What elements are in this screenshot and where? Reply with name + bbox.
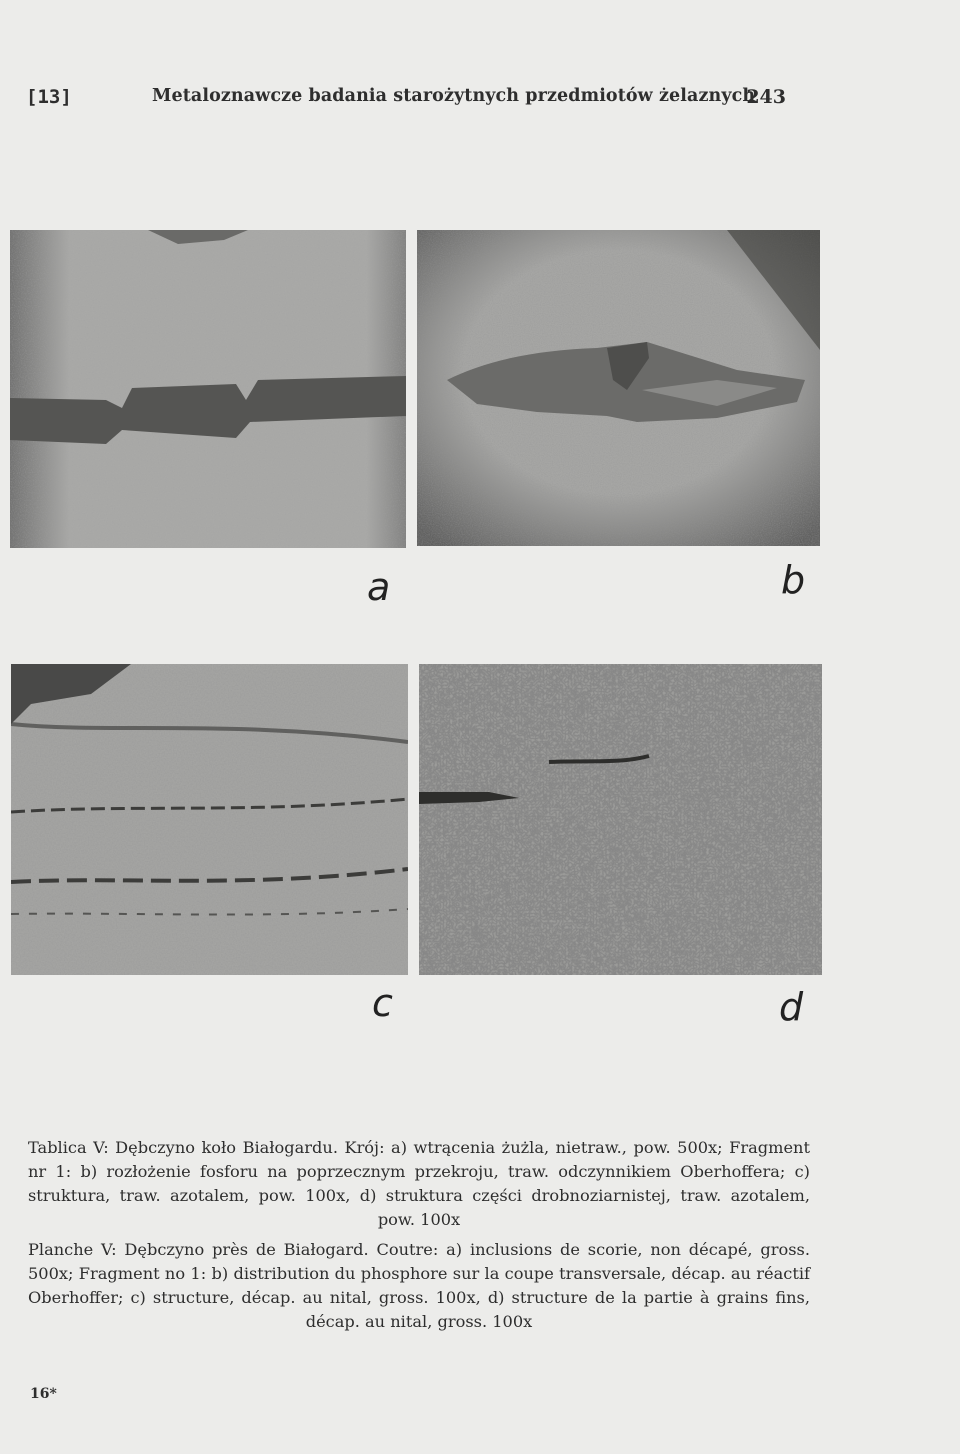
- signature-mark: 16*: [30, 1386, 57, 1402]
- running-title: Metaloznawcze badania starożytnych przedmiotów żelaznych: [152, 86, 756, 106]
- micrograph-d: [419, 664, 822, 975]
- micrograph-b: [417, 230, 820, 546]
- article-number: [13]: [26, 86, 72, 108]
- photo-b-label: b: [781, 558, 806, 602]
- micrograph-a: [10, 230, 406, 548]
- photo-a-label: a: [367, 565, 391, 609]
- photo-c-label: c: [372, 981, 393, 1025]
- page-number: 243: [746, 86, 786, 108]
- micrograph-c: [11, 664, 408, 975]
- photo-d-label: d: [779, 985, 804, 1029]
- running-header: [26, 86, 786, 116]
- caption-french: Planche V: Dębczyno près de Białogard. Coutre: a) inclusions de scorie, non décapé, gross. 500x; Fragment no 1: b) distribution du phosphore sur la coupe transversale, décap. au réactif Oberhoffer; c) structure, décap. au nital, gross. 100x, d) structure de la partie à grains fins, décap. au nital, gross. 100x: [28, 1240, 810, 1331]
- plate-caption: [28, 1136, 810, 1334]
- caption-polish: Tablica V: Dębczyno koło Białogardu. Krój: a) wtrącenia żużla, nietraw., pow. 500x; Fragment nr 1: b) rozłożenie fosforu na poprzecznym przekroju, traw. odczynnikiem Oberhoffera; c) struktura, traw. azotalem, pow. 100x, d) struktura części drobnoziarnistej, traw. azotalem, pow. 100x: [28, 1138, 810, 1229]
